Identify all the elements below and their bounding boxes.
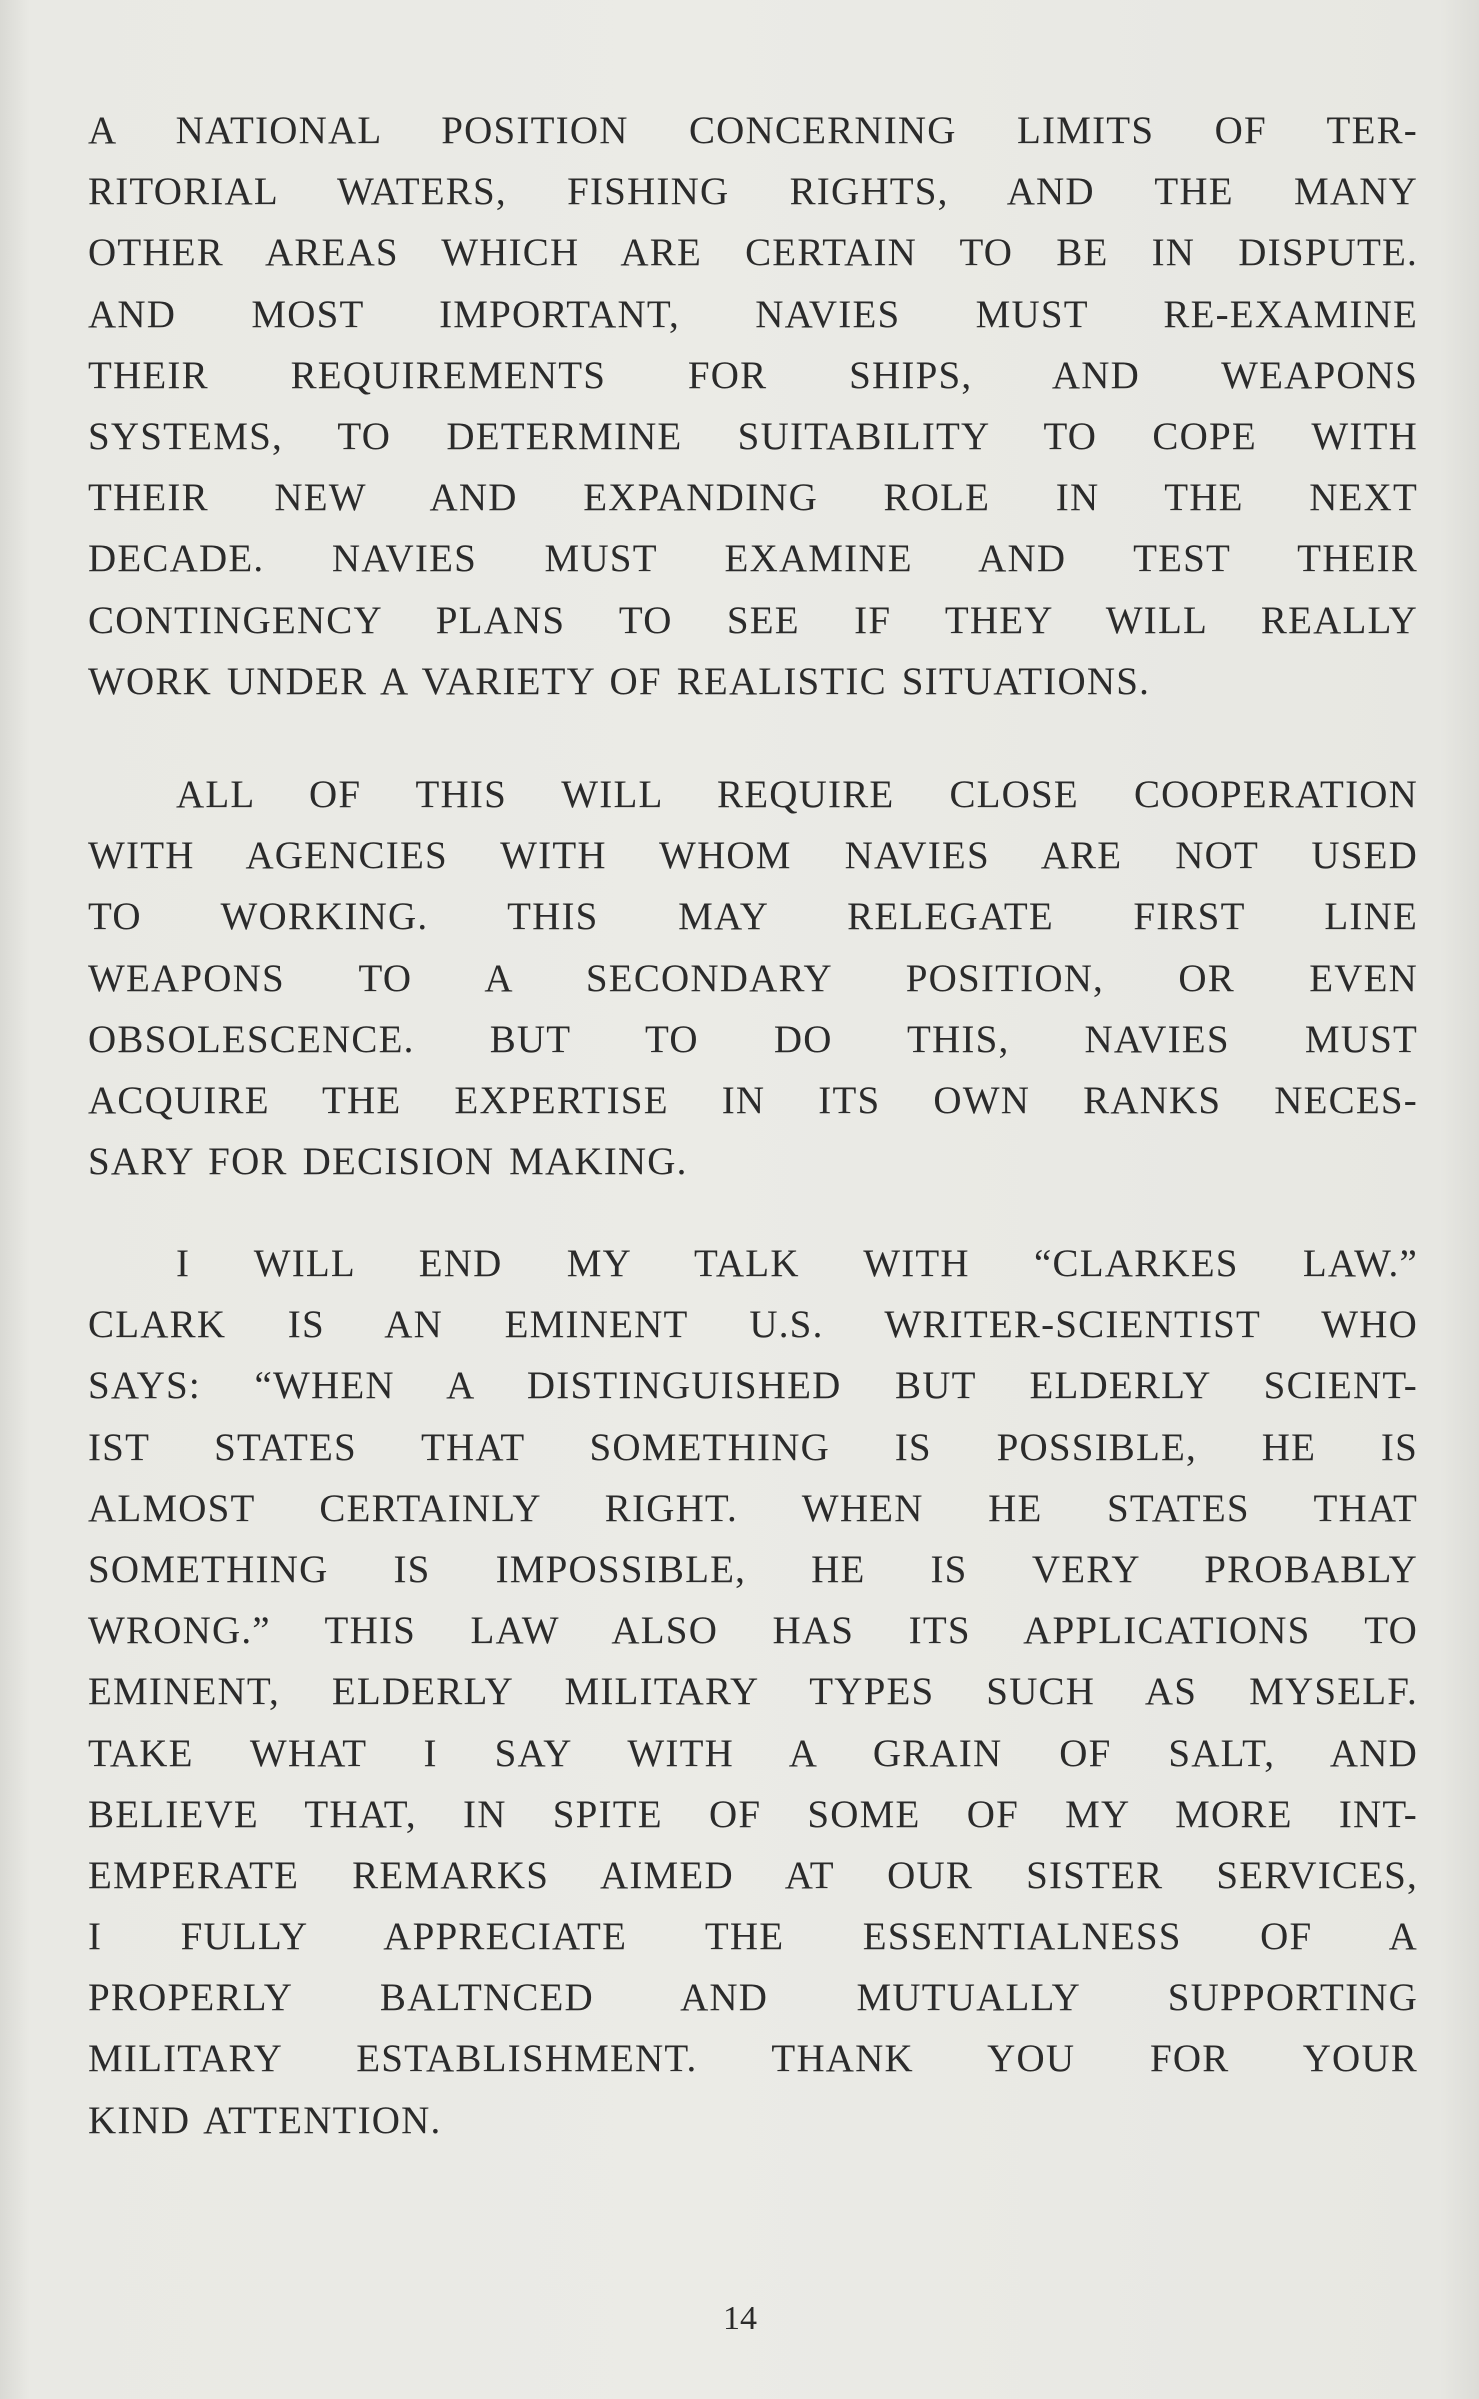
text-line: ALL OF THIS WILL REQUIRE CLOSE COOPERATION bbox=[176, 773, 1418, 816]
text-line: WORK UNDER A VARIETY OF REALISTIC SITUATIONS. bbox=[88, 659, 1151, 703]
text-line: EMINENT, ELDERLY MILITARY TYPES SUCH AS MYSELF. bbox=[88, 1670, 1418, 1714]
text-line: KIND ATTENTION. bbox=[88, 2098, 442, 2142]
page-number: 14 bbox=[723, 2300, 757, 2337]
text-line: CLARK IS AN EMINENT U.S. WRITER-SCIENTIST WHO bbox=[88, 1303, 1418, 1347]
text-line: WRONG.” THIS LAW ALSO HAS ITS APPLICATIONS TO bbox=[88, 1609, 1418, 1653]
paragraph-3 bbox=[88, 1233, 1418, 2151]
text-line: EMPERATE REMARKS AIMED AT OUR SISTER SERVICES, bbox=[88, 1853, 1418, 1897]
paragraph-1 bbox=[88, 100, 1418, 712]
text-line: SYSTEMS, TO DETERMINE SUITABILITY TO COPE WITH bbox=[88, 414, 1418, 458]
text-line: PROPERLY BALTNCED AND MUTUALLY SUPPORTING bbox=[88, 1976, 1418, 2020]
text-line: A NATIONAL POSITION CONCERNING LIMITS OF TER- bbox=[88, 109, 1418, 152]
text-line: DECADE. NAVIES MUST EXAMINE AND TEST THEIR bbox=[88, 537, 1418, 581]
text-line: I FULLY APPRECIATE THE ESSENTIALNESS OF A bbox=[88, 1915, 1418, 1959]
text-line: TAKE WHAT I SAY WITH A GRAIN OF SALT, AND bbox=[88, 1731, 1418, 1775]
paragraph-2 bbox=[88, 764, 1418, 1192]
text-line: I WILL END MY TALK WITH “CLARKES LAW.” bbox=[176, 1242, 1418, 1285]
text-line: IST STATES THAT SOMETHING IS POSSIBLE, HE IS bbox=[88, 1425, 1418, 1469]
text-line: OBSOLESCENCE. BUT TO DO THIS, NAVIES MUST bbox=[88, 1017, 1418, 1061]
text-line: SAYS: “WHEN A DISTINGUISHED BUT ELDERLY SCIENT- bbox=[88, 1364, 1418, 1408]
text-line: MILITARY ESTABLISHMENT. THANK YOU FOR YOUR bbox=[88, 2037, 1418, 2081]
text-line: WITH AGENCIES WITH WHOM NAVIES ARE NOT USED bbox=[88, 834, 1418, 878]
text-line: BELIEVE THAT, IN SPITE OF SOME OF MY MORE INT- bbox=[88, 1792, 1418, 1836]
text-line: ALMOST CERTAINLY RIGHT. WHEN HE STATES THAT bbox=[88, 1486, 1418, 1530]
text-line: THEIR NEW AND EXPANDING ROLE IN THE NEXT bbox=[88, 476, 1418, 520]
text-line: RITORIAL WATERS, FISHING RIGHTS, AND THE MANY bbox=[88, 170, 1418, 214]
text-line: SARY FOR DECISION MAKING. bbox=[88, 1140, 688, 1184]
text-line: TO WORKING. THIS MAY RELEGATE FIRST LINE bbox=[88, 895, 1418, 939]
text-line: AND MOST IMPORTANT, NAVIES MUST RE-EXAMINE bbox=[88, 292, 1418, 336]
text-line: SOMETHING IS IMPOSSIBLE, HE IS VERY PROBABLY bbox=[88, 1547, 1418, 1591]
text-line: OTHER AREAS WHICH ARE CERTAIN TO BE IN DISPUTE. bbox=[88, 231, 1418, 275]
text-line: THEIR REQUIREMENTS FOR SHIPS, AND WEAPONS bbox=[88, 353, 1418, 397]
text-line: ACQUIRE THE EXPERTISE IN ITS OWN RANKS NECES- bbox=[88, 1078, 1418, 1122]
text-line: WEAPONS TO A SECONDARY POSITION, OR EVEN bbox=[88, 956, 1418, 1000]
text-line: CONTINGENCY PLANS TO SEE IF THEY WILL REALLY bbox=[88, 598, 1418, 642]
